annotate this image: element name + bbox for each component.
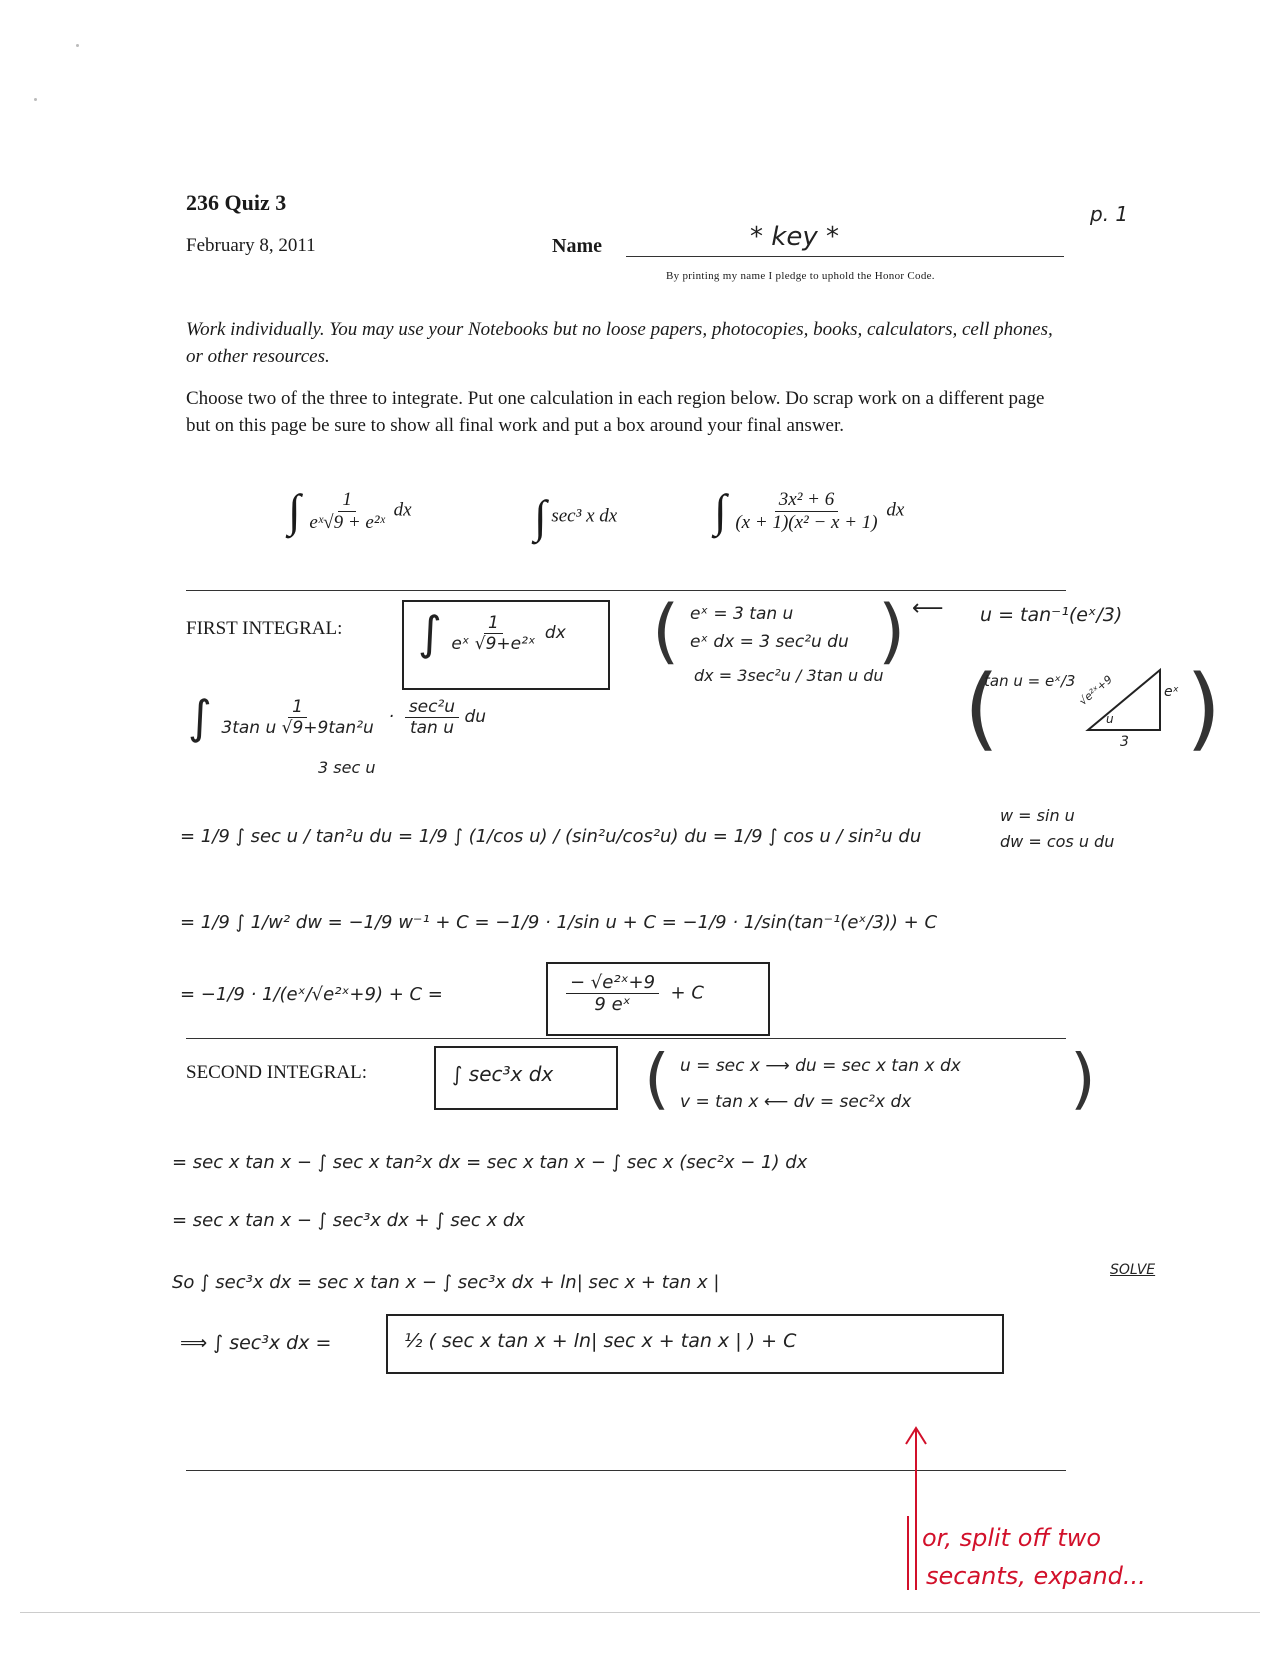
course-title: 236 Quiz 3 xyxy=(186,190,287,215)
second-line-2: = sec x tan x − ∫ sec³x dx + ∫ sec x dx xyxy=(172,1210,525,1231)
sub-line-1: eˣ = 3 tan u xyxy=(690,604,794,624)
first-boxed-num: 1 xyxy=(484,613,503,634)
first-boxed-dx: dx xyxy=(544,623,566,643)
option1-denominator: eˣ√9 + e²ˣ xyxy=(309,511,385,533)
step-3: = 1/9 ∫ 1/w² dw = −1/9 w⁻¹ + C = −1/9 · 1/sin u + C = −1/9 · 1/sin(tan⁻¹(eˣ/3)) + C xyxy=(180,912,938,933)
instructions-individual: Work individually. You may use your Notebooks but no loose papers, photocopies, books, calculators, cell phones, or other resources. xyxy=(186,319,1053,367)
red-note-line-1: or, split off two xyxy=(922,1524,1102,1552)
sub-line-2: eˣ dx = 3 sec²u du xyxy=(690,632,849,652)
honor-pledge: By printing my name I pledge to uphold the Honor Code. xyxy=(666,270,935,282)
answer-c: + C xyxy=(670,982,704,1004)
step1-mult-num: sec²u xyxy=(405,697,459,718)
triangle-angle: u xyxy=(1106,712,1114,726)
integral-option-2: ∫ sec³ x dx xyxy=(534,491,618,542)
first-answer xyxy=(566,972,704,1015)
section-divider-top xyxy=(186,590,1066,591)
parts-paren-close: ) xyxy=(1070,1040,1096,1117)
w-sub-1: w = sin u xyxy=(1000,806,1075,825)
first-boxed-den: eˣ √9+e²ˣ xyxy=(451,633,536,654)
step1-du: du xyxy=(464,707,487,727)
quiz-date: February 8, 2011 xyxy=(186,235,316,256)
integral-option-1: ∫ $\frac{1}{\text{eˣ√9 + e²ˣ}}$ dx xyxy=(288,485,412,536)
step-4: = −1/9 · 1/(eˣ/√e²ˣ+9) + C = xyxy=(180,984,443,1005)
paren-open-triangle: ( xyxy=(964,656,1000,761)
u-definition: u = tan⁻¹(eˣ/3) xyxy=(980,604,1123,626)
second-line-4: ⟹ ∫ sec³x dx = xyxy=(180,1332,332,1354)
triangle-diagram xyxy=(1082,664,1172,738)
option1-dx: dx xyxy=(393,499,412,521)
paren-close: ) xyxy=(878,590,906,672)
section-divider-middle xyxy=(186,1038,1066,1039)
sub-line-3: dx = 3sec²u / 3tan u du xyxy=(694,666,884,685)
step1-note: 3 sec u xyxy=(318,758,376,777)
name-value: * key * xyxy=(750,222,839,252)
triangle-hypotenuse: √e²ˣ+9 xyxy=(1076,672,1115,709)
second-integral-label: SECOND INTEGRAL: xyxy=(186,1062,368,1083)
option3-numerator: 3x² + 6 xyxy=(775,489,838,512)
scan-speck xyxy=(34,98,37,101)
option3-dx: dx xyxy=(886,499,905,521)
name-underline xyxy=(626,256,1064,257)
step1-mult-den: tan u xyxy=(409,717,454,738)
step-1: ∫ $\frac{1}{\text{3tan u √9+9tan²u}}$ · $\frac{\text{sec²u}}{\text{tan u}}$ du xyxy=(188,690,487,744)
triangle-adjacent: 3 xyxy=(1120,734,1129,750)
name-label: Name xyxy=(552,235,602,257)
answer-num: − √e²ˣ+9 xyxy=(566,972,659,994)
scan-edge-line xyxy=(20,1612,1260,1613)
instructions-choose: Choose two of the three to integrate. Put one calculation in each region below. Do scrap work on a different page but on this page be sure to show all final work and put a box around your final answer. xyxy=(186,388,1045,436)
step1-den: 3tan u √9+9tan²u xyxy=(221,717,374,738)
first-integral-boxed: ∫ $\frac{1}{\text{eˣ √9+e²ˣ}}$ dx xyxy=(418,606,566,660)
option1-numerator: 1 xyxy=(338,489,356,512)
option2-body: sec³ x dx xyxy=(551,505,618,527)
second-line-1: = sec x tan x − ∫ sec x tan²x dx = sec x tan x − ∫ sec x (sec²x − 1) dx xyxy=(172,1152,808,1173)
second-integral-boxed: ∫ sec³x dx xyxy=(452,1062,554,1086)
answer-den: 9 eˣ xyxy=(594,994,631,1015)
page-number: p. 1 xyxy=(1090,202,1129,226)
solve-note: SOLVE xyxy=(1110,1262,1156,1278)
second-answer: ½ ( sec x tan x + ln| sec x + tan x | ) + C xyxy=(404,1330,797,1352)
integral-option-3: ∫ $\frac{\text{3x² + 6}}{\text{(x + 1)(x² − x + 1)}}$ dx xyxy=(714,485,905,536)
first-integral-label: FIRST INTEGRAL: xyxy=(186,618,343,639)
option3-denominator: (x + 1)(x² − x + 1) xyxy=(735,511,878,533)
red-note-line-2: secants, expand... xyxy=(926,1562,1146,1590)
step1-num: 1 xyxy=(288,697,307,718)
parts-line-2: v = tan x ⟵ dv = sec²x dx xyxy=(680,1092,912,1112)
step-2: = 1/9 ∫ sec u / tan²u du = 1/9 ∫ (1/cos u) / (sin²u/cos²u) du = 1/9 ∫ cos u / sin²u du xyxy=(180,826,922,847)
arrow-left-icon: ⟵ xyxy=(912,596,944,621)
scan-speck xyxy=(76,44,79,47)
w-sub-2: dw = cos u du xyxy=(1000,832,1115,851)
paren-close-triangle: ) xyxy=(1186,656,1222,761)
parts-paren-open: ( xyxy=(644,1040,670,1117)
triangle-opposite: eˣ xyxy=(1164,684,1179,700)
tan-definition: tan u = eˣ/3 xyxy=(984,672,1076,690)
second-line-3: So ∫ sec³x dx = sec x tan x − ∫ sec³x dx + ln| sec x + tan x | xyxy=(172,1272,720,1293)
paren-open: ( xyxy=(652,590,680,672)
parts-line-1: u = sec x ⟶ du = sec x tan x dx xyxy=(680,1056,961,1076)
